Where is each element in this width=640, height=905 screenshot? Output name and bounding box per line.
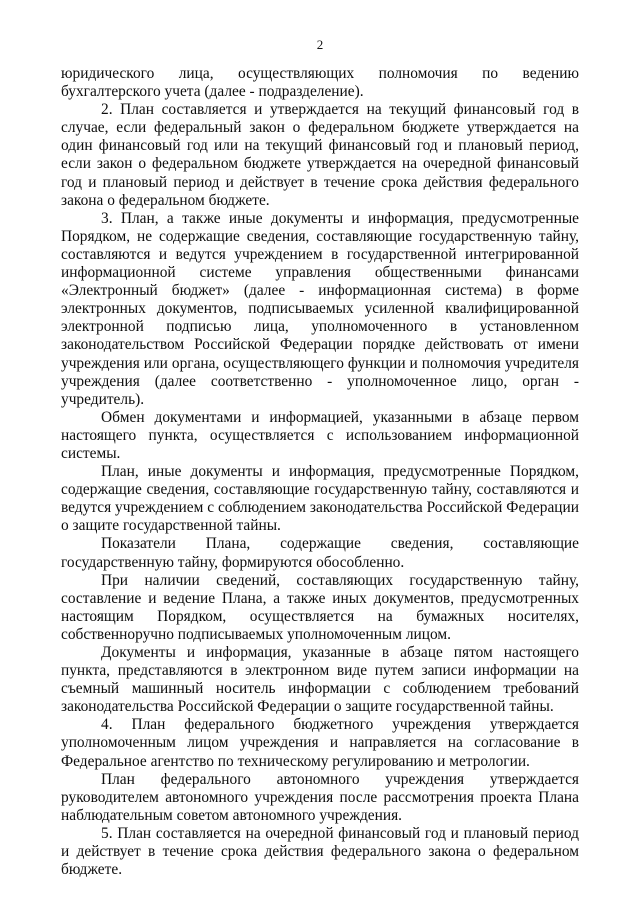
- paragraph-clause-5: 5. План составляется на очередной финансовый год и плановый период и действует в течение срока действия федерального закона о федеральном бюджете.: [61, 824, 579, 879]
- document-body: [61, 65, 579, 879]
- paragraph-removable-media: Документы и информация, указанные в абзаце пятом настоящего пункта, представляются в электронном виде путем записи информации на съемный машинный носитель информации с соблюдением требований законодательства Российской Федерации о защите государственной тайны.: [61, 644, 579, 716]
- paragraph-state-secret-docs: План, иные документы и информация, предусмотренные Порядком, содержащие сведения, составляющие государственную тайну, составляются и ведутся учреждением с соблюдением законодательства Российской Федерации о защите государственной тайны.: [61, 463, 579, 535]
- paragraph-plan-indicators: Показатели Плана, содержащие сведения, составляющие государственную тайну, формируются обособленно.: [61, 535, 579, 571]
- page-number: 2: [316, 37, 324, 52]
- paragraph-continuation: юридического лица, осуществляющих полномочия по ведению бухгалтерского учета (далее - подразделение).: [61, 65, 579, 101]
- paragraph-clause-2: 2. План составляется и утверждается на текущий финансовый год в случае, если федеральный закон о федеральном бюджете утверждается на один финансовый год или на текущий финансовый год и плановый период, если закон о федеральном бюджете утверждается на очередной финансовый год и плановый период и действует в течение срока действия федерального закона о федеральном бюджете.: [61, 101, 579, 209]
- paragraph-paper-carriers: При наличии сведений, составляющих государственную тайну, составление и ведение Плана, а также иных документов, предусмотренных настоящим Порядком, осуществляется на бумажных носителях, собственноручно подписываемых уполномоченным лицом.: [61, 571, 579, 643]
- paragraph-clause-3: 3. План, а также иные документы и информация, предусмотренные Порядком, не содержащие сведения, составляющие государственную тайну, составляются и ведутся учреждением в государственной интегрированной информационной системе управления общественными финансами «Электронный бюджет» (далее - информационная система) в форме электронных документов, подписываемых усиленной квалифицированной электронной подписью лица, уполномоченного в установленном законодательством Российской Федерации порядке действовать от имени учреждения или органа, осуществляющего функции и полномочия учредителя учреждения (далее соответственно - уполномоченное лицо, орган - учредитель).: [61, 209, 579, 408]
- paragraph-clause-4: 4. План федерального бюджетного учреждения утверждается уполномоченным лицом учреждения и направляется на согласование в Федеральное агентство по техническому регулированию и метрологии.: [61, 716, 579, 770]
- paragraph-exchange: Обмен документами и информацией, указанными в абзаце первом настоящего пункта, осуществляется с использованием информационной системы.: [61, 408, 579, 462]
- paragraph-autonomous: План федерального автономного учреждения утверждается руководителем автономного учреждения после рассмотрения проекта Плана наблюдательным советом автономного учреждения.: [61, 770, 579, 824]
